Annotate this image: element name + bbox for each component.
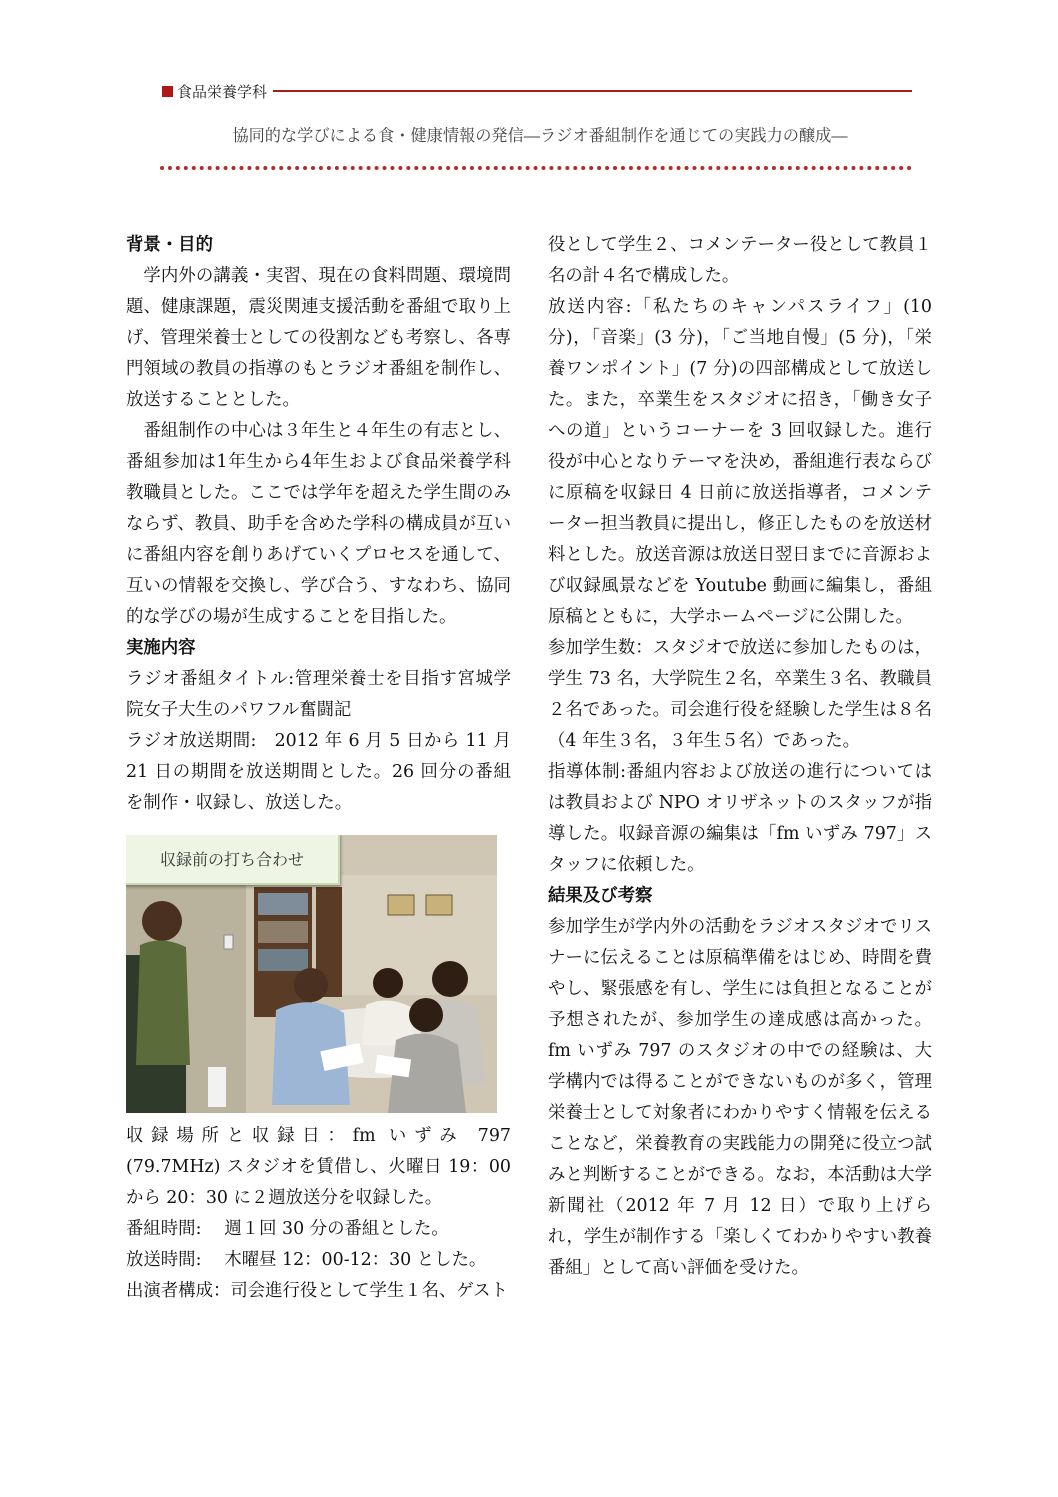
participants: 参加学生数：スタジオで放送に参加したものは，学生 73 名，大学院生２名，卒業生３名、教職員２名であった。司会進行役を経験した学生は８名（4 年生３名，３年生５名）であった。 <box>548 638 932 751</box>
program-title: ラジオ番組タイトル:管理栄養士を目指す宮城学院女子大生のパワフル奮闘記 <box>126 669 511 720</box>
left-column <box>126 230 546 1307</box>
broadcast-time: 放送時間: 木曜昼 12：00-12：30 とした。 <box>126 1250 487 1270</box>
broadcast-content: 放送内容:「私たちのキャンパスライフ」(10 分)，「音楽」(3 分)，「ご当地自慢」(5 分)，「栄養ワンポイント」(7 分)の四部構成として放送した。また，卒業生をスタジオに招き，「働き女子への道」というコーナーを 3 回収録した。進行役が中心となりテーマを決め，番組進行表ならびに原稿を収録日 4 日前に放送指導者，コメンテーター担当教員に提出し，修正したものを放送材料とした。放送音源は放送日翌日までに音源および収録風景などを Youtube 動画に編集し，番組原稿とともに，大学ホームページに公開した。 <box>548 297 932 627</box>
para-background-2: 番組制作の中心は３年生と４年生の有志とし、番組参加は1年生から4年生および食品栄養学科教職員とした。ここでは学年を超えた学生間のみならず、教員、助手を含めた学科の構成員が互いに番組内容を創りあげていくプロセスを通して、互いの情報を交換し、学び合う、すなわち、協同的な学びの場が生成することを目指した。 <box>126 421 511 627</box>
results-text: 参加学生が学内外の活動をラジオスタジオでリスナーに伝えることは原稿準備をはじめ、時間を費やし、緊張感を有し、学生には負担となることが予想されたが、参加学生の達成感は高かった。fm いずみ 797 のスタジオの中での経験は、大学構内では得ることができないものが多く，管理栄養士として対象者にわかりやすく情報を伝えることなど，栄養教育の実践能力の開発に役立つ試みと判断することができる。なお，本活動は大学新聞社（2012 年 7 月 12 日）で取り上げられ，学生が制作する「楽しくてわかりやすい教養番組」として高い評価を受けた。 <box>548 917 932 1278</box>
broadcast-period: ラジオ放送期間: 2012 年 6 月 5 日から 11 月 21 日の期間を放送期間とした。26 回分の番組を制作・収録し、放送した。 <box>126 731 511 813</box>
department-header <box>162 80 912 102</box>
page-subtitle: 協同的な学びによる食・健康情報の発信―ラジオ番組制作を通じての実践力の醸成― <box>232 126 848 145</box>
cast-end: 役として学生２、コメンテーター役として教員１名の計４名で構成した。 <box>548 235 932 286</box>
heading-results: 結果及び考察 <box>548 886 653 906</box>
right-column <box>548 230 932 1284</box>
department-name: 食品栄養学科 <box>177 82 268 101</box>
para-background-1: 学内外の講義・実習、現在の食料問題、環境問題、健康課題，震災関連支援活動を番組で取り上げ、管理栄養士としての役割なども考察し、各専門領域の教員の指導のもとラジオ番組を制作し、放送することとした。 <box>126 266 511 410</box>
program-length: 番組時間: 週１回 30 分の番組とした。 <box>126 1219 449 1239</box>
meeting-photo <box>126 835 497 1113</box>
heading-background: 背景・目的 <box>126 235 213 255</box>
header-rule <box>273 90 912 92</box>
guidance: 指導体制:番組内容および放送の進行についてはは教員および NPO オリザネットのスタッフが指導した。収録音源の編集は「fm いずみ 797」スタッフに依頼した。 <box>548 762 932 875</box>
dotted-divider <box>160 166 912 170</box>
red-square-icon <box>162 86 173 97</box>
photo-caption: 収録前の打ち合わせ <box>126 835 340 885</box>
heading-implementation: 実施内容 <box>126 638 196 658</box>
recording-place: 収録場所と収録日：fm いずみ 797 (79.7MHz) スタジオを賃借し、火曜日 19：00 から 20：30 に２週放送分を収録した。 <box>126 1126 546 1208</box>
cast-start: 出演者構成：司会進行役として学生１名、ゲスト <box>126 1281 508 1301</box>
